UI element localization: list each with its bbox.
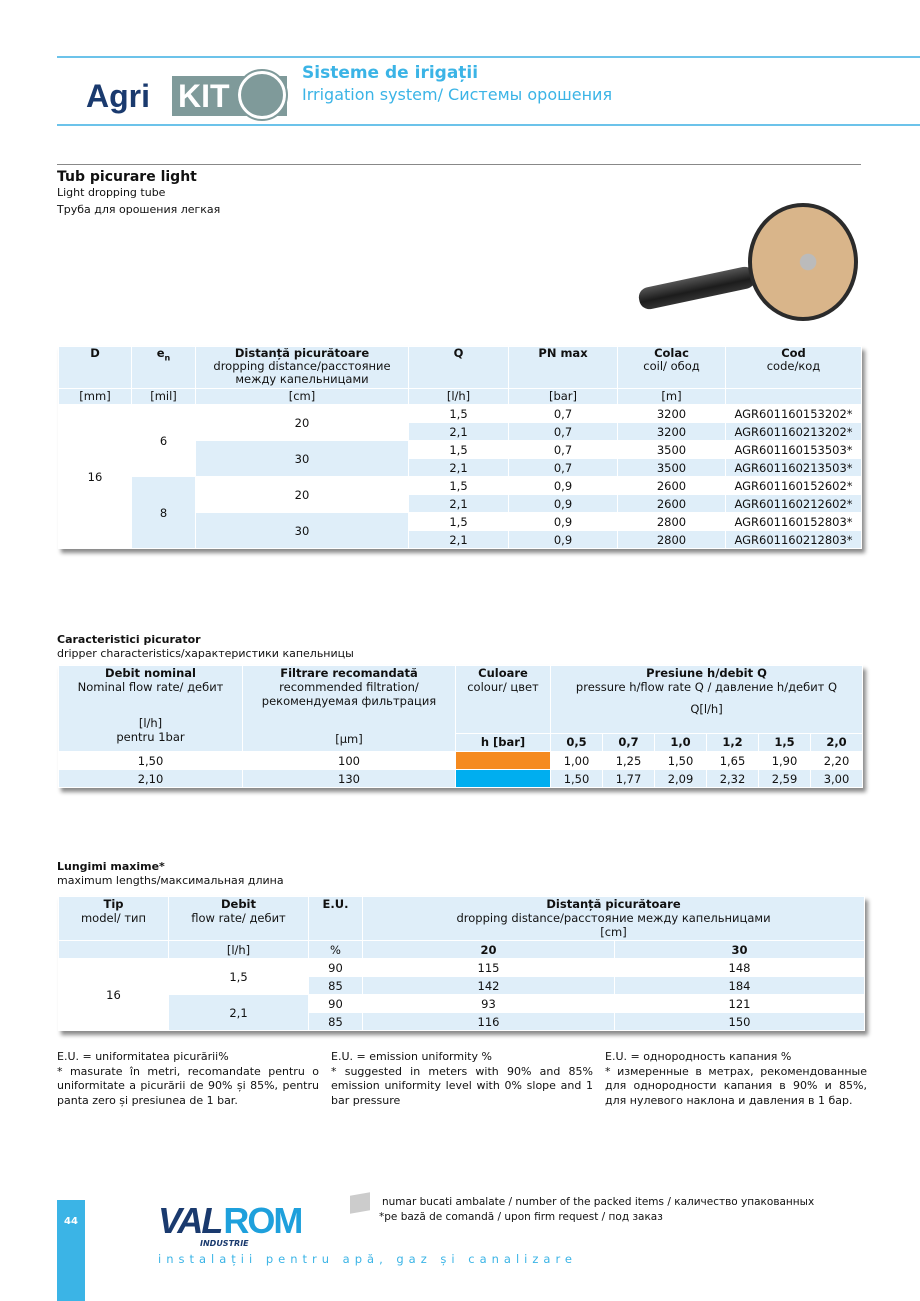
wall-thickness-cell: 8 — [132, 477, 196, 549]
legend-firm-request: *pe bază de comandă / upon firm request / под заказ — [379, 1211, 663, 1223]
flow-cell: 2,1 — [409, 459, 509, 477]
header-unit: [m] — [618, 389, 726, 405]
header-flow-sub: flow rate/ дебит — [191, 911, 286, 925]
code-cell: AGR601160152803* — [726, 513, 862, 531]
header-title: $e_n$ — [156, 346, 171, 363]
pressure-cell: 0,9 — [509, 495, 618, 513]
length-30-cell: 184 — [615, 977, 865, 995]
header-distance-sub: dropping distance/расстояние между капельницами — [456, 911, 771, 925]
colour-swatch — [456, 752, 551, 770]
header-debit-unit: [l/h] — [138, 716, 163, 730]
header-unit: [bar] — [509, 389, 618, 405]
header-cell — [618, 347, 726, 389]
header-debit-unit2: pentru 1bar — [116, 730, 185, 744]
notes-ru — [605, 1050, 867, 1108]
pressure-cell: 0,9 — [509, 513, 618, 531]
flow-value-cell: 3,00 — [811, 770, 863, 788]
filtration-cell: 100 — [243, 752, 456, 770]
product-table — [58, 346, 862, 549]
eu-cell: 90 — [309, 959, 363, 977]
pressure-header: 0,5 — [551, 733, 603, 751]
notes-ro — [57, 1050, 319, 1108]
table-row — [59, 477, 862, 495]
header-flow-title: Debit — [220, 897, 257, 911]
header-eu: E.U. — [309, 897, 363, 941]
note-star-ro: * masurate în metri, recomandate pentru o uniformitate a picurării de 90% și 85%, pentru panta zero și presiunea de 1 bar. — [57, 1064, 319, 1107]
code-cell: AGR601160212602* — [726, 495, 862, 513]
product-title: Tub picurare light — [57, 169, 197, 185]
header-cell — [409, 347, 509, 389]
header-bottom-rule — [57, 124, 920, 126]
flow-value-cell: 1,77 — [603, 770, 655, 788]
header-subtitle: dropping distance/расстояние между капельницами — [213, 359, 391, 386]
tube-icon — [637, 265, 757, 311]
eu-cell: 85 — [309, 977, 363, 995]
notes-en — [331, 1050, 593, 1108]
table-row — [59, 770, 863, 788]
flow-value-cell: 1,90 — [759, 752, 811, 770]
flow-cell: 1,5 — [409, 477, 509, 495]
pressure-cell: 0,7 — [509, 441, 618, 459]
header-cell — [59, 347, 132, 389]
model-cell: 16 — [59, 959, 169, 1031]
page-title: Sisteme de irigații — [302, 63, 479, 83]
header-dist-20: 20 — [363, 941, 615, 959]
header-cell — [509, 347, 618, 389]
dripper-title: Caracteristici picurator — [57, 633, 201, 646]
unit-blank — [59, 941, 169, 959]
header-title: Q — [453, 346, 464, 360]
coil-cell: 2800 — [618, 513, 726, 531]
header-unit: [mm] — [59, 389, 132, 405]
header-q-unit: Q[l/h] — [690, 702, 723, 716]
filtration-cell: 130 — [243, 770, 456, 788]
product-subtitle-ru: Труба для орошения легкая — [57, 203, 221, 216]
distance-cell: 20 — [196, 405, 409, 441]
pressure-header: 1,0 — [655, 733, 707, 751]
valrom-logo-val: VAL — [158, 1200, 222, 1241]
code-cell: AGR601160213202* — [726, 423, 862, 441]
colour-swatch — [456, 770, 551, 788]
header-colour-sub: colour/ цвет — [467, 680, 539, 694]
table-row — [59, 995, 865, 1013]
table-row — [59, 959, 865, 977]
header-filtration-sub: recommended filtration/ рекомендуемая фильтрация — [261, 680, 437, 708]
wheat-seal-icon — [238, 71, 286, 119]
length-20-cell: 93 — [363, 995, 615, 1013]
pressure-header: 0,7 — [603, 733, 655, 751]
diameter-cell: 16 — [59, 405, 132, 549]
length-20-cell: 142 — [363, 977, 615, 995]
flow-value-cell: 2,59 — [759, 770, 811, 788]
header-subtitle: code/код — [766, 359, 821, 373]
eu-cell: 90 — [309, 995, 363, 1013]
table-row — [59, 752, 863, 770]
note-star-ru: * измеренные в метрах, рекомендованные для однородности капания в 90% и 85%, для нулевого наклона и давления в 1 бар. — [605, 1064, 867, 1107]
header-distance — [363, 897, 865, 941]
page-number-tab — [57, 1200, 85, 1301]
header-unit — [726, 389, 862, 405]
header-unit: [mil] — [132, 389, 196, 405]
header-cell — [196, 347, 409, 389]
header-title: PN max — [538, 346, 588, 360]
divider — [57, 164, 861, 165]
flow-cell: 2,1 — [169, 995, 309, 1031]
header-cell — [132, 347, 196, 389]
product-subtitle-en: Light dropping tube — [57, 186, 166, 199]
header-tip-title: Tip — [103, 897, 124, 911]
agrikit-logo-kit: KIT — [172, 76, 287, 116]
spool-icon — [748, 203, 858, 321]
header-h-bar: h [bar] — [456, 733, 551, 751]
pressure-cell: 0,7 — [509, 459, 618, 477]
pressure-header: 1,5 — [759, 733, 811, 751]
code-cell: AGR601160153503* — [726, 441, 862, 459]
header-debit-sub: Nominal flow rate/ дебит — [77, 680, 224, 694]
header-title: Colac — [654, 346, 689, 360]
header-filtration-unit: [µm] — [335, 732, 363, 746]
flow-cell: 1,5 — [409, 405, 509, 423]
code-cell: AGR601160153202* — [726, 405, 862, 423]
pressure-header: 1,2 — [707, 733, 759, 751]
flow-value-cell: 2,20 — [811, 752, 863, 770]
length-30-cell: 121 — [615, 995, 865, 1013]
legend-packed-items: numar bucati ambalate / number of the packed items / каличество упакованных — [382, 1196, 815, 1208]
unit-eu: % — [309, 941, 363, 959]
flow-value-cell: 2,32 — [707, 770, 759, 788]
note-eu-en: E.U. = emission uniformity % — [331, 1050, 492, 1063]
header-colour-title: Culoare — [478, 666, 528, 680]
lengths-table — [58, 896, 865, 1031]
flow-value-cell: 1,00 — [551, 752, 603, 770]
header-pressure-sub: pressure h/flow rate Q / давление h/дебит Q — [575, 680, 838, 694]
flow-value-cell: 1,65 — [707, 752, 759, 770]
flow-cell: 2,1 — [409, 531, 509, 549]
header-tip-sub: model/ тип — [80, 911, 147, 925]
lengths-subtitle: maximum lengths/максимальная длина — [57, 874, 284, 887]
header-title: Cod — [781, 346, 806, 360]
distance-cell: 30 — [196, 441, 409, 477]
pressure-cell: 0,7 — [509, 423, 618, 441]
flow-cell: 2,1 — [409, 423, 509, 441]
header-subtitle: coil/ обод — [643, 359, 700, 373]
table-row — [59, 405, 862, 423]
coil-cell: 3200 — [618, 423, 726, 441]
header-debit-title: Debit nominal — [105, 666, 196, 680]
code-cell: AGR601160152602* — [726, 477, 862, 495]
header-flow — [169, 897, 309, 941]
flow-value-cell: 1,50 — [551, 770, 603, 788]
header-unit: [l/h] — [409, 389, 509, 405]
footer-tagline: instalații pentru apă, gaz și canalizare — [158, 1252, 577, 1266]
flow-cell: 2,1 — [409, 495, 509, 513]
valrom-logo-industrie: INDUSTRIE — [200, 1239, 249, 1248]
lengths-title: Lungimi maxime* — [57, 860, 165, 873]
header-cell — [726, 347, 862, 389]
agrikit-logo-agri: Agri — [86, 78, 150, 114]
length-30-cell: 148 — [615, 959, 865, 977]
page-subtitle: Irrigation system/ Системы орошения — [302, 85, 613, 104]
length-30-cell: 150 — [615, 1013, 865, 1031]
flow-value-cell: 1,25 — [603, 752, 655, 770]
distance-cell: 20 — [196, 477, 409, 513]
code-cell: AGR601160213503* — [726, 459, 862, 477]
dripper-subtitle: dripper characteristics/характеристики капельницы — [57, 647, 354, 660]
coil-cell: 2600 — [618, 477, 726, 495]
header-filtration — [243, 666, 456, 752]
product-image — [636, 195, 866, 325]
flow-cell: 2,10 — [59, 770, 243, 788]
header-unit: [cm] — [196, 389, 409, 405]
flow-value-cell: 1,50 — [655, 752, 707, 770]
header-title: D — [90, 346, 100, 360]
header-row — [59, 347, 862, 389]
length-20-cell: 115 — [363, 959, 615, 977]
unit-flow: [l/h] — [169, 941, 309, 959]
flow-cell: 1,5 — [409, 513, 509, 531]
header-top-rule — [57, 56, 920, 58]
flow-cell: 1,50 — [59, 752, 243, 770]
header-distance-unit: [cm] — [600, 925, 627, 939]
wall-thickness-cell: 6 — [132, 405, 196, 477]
coil-cell: 3500 — [618, 441, 726, 459]
flow-cell: 1,5 — [409, 441, 509, 459]
flow-value-cell: 2,09 — [655, 770, 707, 788]
coil-cell: 3500 — [618, 459, 726, 477]
page-number: 44 — [64, 1216, 78, 1227]
package-icon — [350, 1192, 370, 1214]
distance-cell: 30 — [196, 513, 409, 549]
dripper-table — [58, 665, 863, 788]
header-subscript: n — [164, 353, 171, 363]
header-pressure-title: Presiune h/debit Q — [646, 666, 767, 680]
unit-row — [59, 389, 862, 405]
header-pressure — [551, 666, 863, 734]
code-cell: AGR601160212803* — [726, 531, 862, 549]
note-eu-ru: E.U. = однородность капания % — [605, 1050, 792, 1063]
pressure-cell: 0,9 — [509, 531, 618, 549]
header-filtration-title: Filtrare recomandată — [280, 666, 418, 680]
valrom-logo-rom: ROM — [223, 1200, 302, 1241]
header-debit — [59, 666, 243, 752]
header-distance-title: Distanță picurătoare — [546, 897, 681, 911]
eu-cell: 85 — [309, 1013, 363, 1031]
header-dist-30: 30 — [615, 941, 865, 959]
header-tip — [59, 897, 169, 941]
header-colour — [456, 666, 551, 734]
pressure-cell: 0,7 — [509, 405, 618, 423]
coil-cell: 2600 — [618, 495, 726, 513]
pressure-cell: 0,9 — [509, 477, 618, 495]
header-title: Distanță picurătoare — [234, 346, 370, 360]
note-eu-ro: E.U. = uniformitatea picurării% — [57, 1050, 229, 1063]
coil-cell: 2800 — [618, 531, 726, 549]
coil-cell: 3200 — [618, 405, 726, 423]
valrom-logo — [158, 1200, 301, 1242]
note-star-en: * suggested in meters with 90% and 85% emission uniformity level with 0% slope and 1 bar pressure — [331, 1064, 593, 1107]
flow-cell: 1,5 — [169, 959, 309, 995]
pressure-header: 2,0 — [811, 733, 863, 751]
length-20-cell: 116 — [363, 1013, 615, 1031]
